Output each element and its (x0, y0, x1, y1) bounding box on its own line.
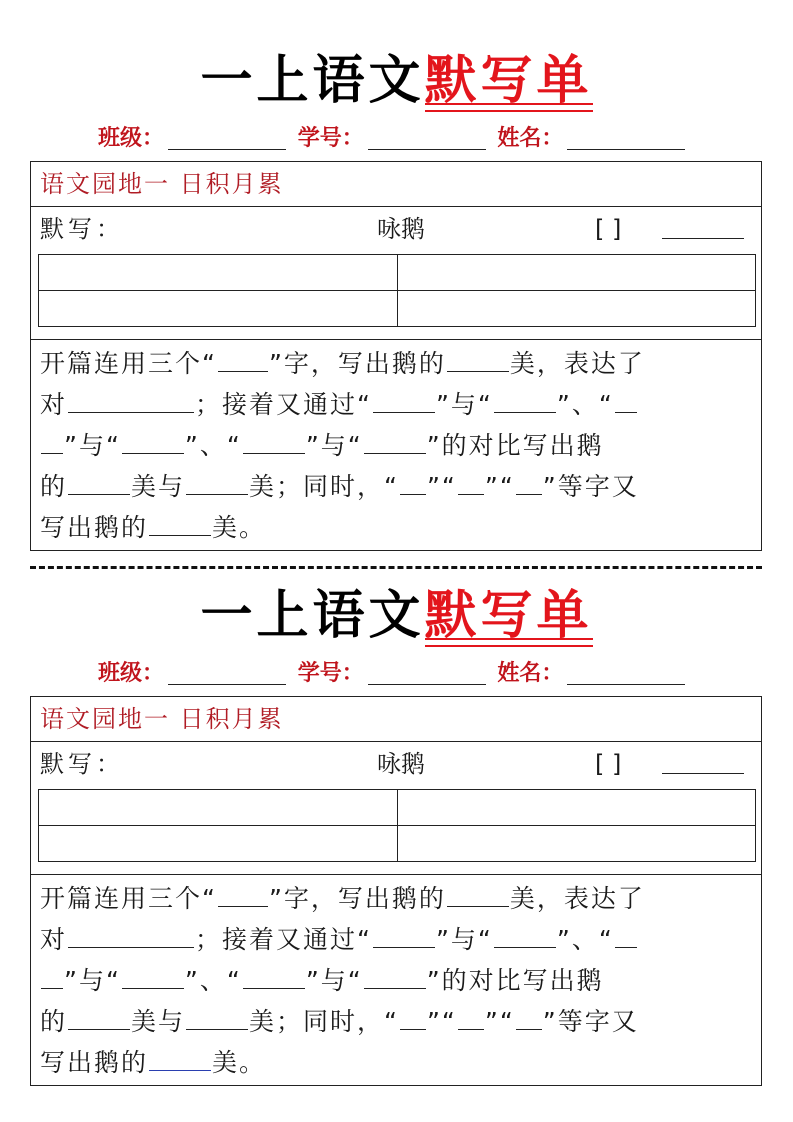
text-segment: ”字，写出鹅的 (268, 349, 446, 378)
name-label: 姓名： (497, 661, 564, 686)
text-segment: ”的对比写出鹅 (426, 966, 604, 995)
para-line (40, 466, 758, 507)
blank[interactable] (149, 1042, 211, 1071)
class-label: 班级： (98, 126, 165, 151)
text-segment: ”、“ (556, 925, 614, 954)
cut-line (30, 566, 762, 569)
text-segment: 美；同时，“ (249, 1007, 399, 1036)
blank[interactable] (122, 425, 184, 454)
blank[interactable] (41, 425, 63, 454)
blank[interactable] (615, 384, 637, 413)
class-label: 班级： (98, 661, 165, 686)
blank[interactable] (373, 384, 435, 413)
blank[interactable] (447, 343, 509, 372)
worksheet-title (0, 46, 793, 116)
grid-divider-v (397, 790, 398, 861)
text-segment: ”与“ (435, 390, 493, 419)
poem-title: 咏鹅 (377, 215, 425, 243)
author-bracket: [ ] (595, 215, 622, 243)
text-segment: 一上语文 (200, 50, 425, 111)
para-line (40, 1001, 758, 1042)
para-line (40, 507, 758, 548)
blank[interactable] (364, 960, 426, 989)
class-field[interactable] (168, 664, 286, 685)
writing-grid[interactable] (38, 789, 756, 862)
blank[interactable] (364, 425, 426, 454)
blank[interactable] (494, 384, 556, 413)
text-segment: ”、“ (184, 966, 242, 995)
text-segment: 美，表达了 (509, 349, 645, 378)
student-info-row (98, 122, 689, 156)
blank[interactable] (186, 1001, 248, 1030)
blank[interactable] (400, 1001, 426, 1030)
student-info-row (98, 657, 689, 691)
text-segment: 美；同时，“ (249, 472, 399, 501)
author-bracket: [ ] (595, 750, 622, 778)
para-line (40, 1042, 758, 1083)
text-segment: 美。 (212, 1048, 267, 1077)
divider (31, 874, 761, 875)
text-segment: 开篇连用三个“ (40, 884, 217, 913)
para-line (40, 960, 758, 1001)
name-field[interactable] (567, 129, 685, 150)
text-segment: 对 (40, 390, 68, 419)
text-segment: ”等字又 (542, 472, 639, 501)
blank[interactable] (373, 919, 435, 948)
blank[interactable] (243, 425, 305, 454)
text-segment: ”“ (426, 472, 457, 501)
para-line (40, 384, 758, 425)
text-segment: 写出鹅的 (40, 513, 149, 542)
exercise-box (30, 696, 762, 1086)
text-segment: 写出鹅的 (40, 1048, 149, 1077)
dictation-label: 默写： (40, 215, 124, 243)
worksheet-bottom (0, 579, 793, 1109)
blank[interactable] (41, 960, 63, 989)
text-segment: 的 (40, 472, 68, 501)
dictation-row (31, 207, 761, 251)
name-field[interactable] (567, 664, 685, 685)
blank[interactable] (516, 1001, 542, 1030)
name-label: 姓名： (497, 126, 564, 151)
text-segment: ”与“ (305, 966, 363, 995)
text-segment: ”的对比写出鹅 (426, 431, 604, 460)
title-highlight: 默写单 (425, 581, 593, 651)
text-segment: 的 (40, 1007, 68, 1036)
text-segment: 开篇连用三个“ (40, 349, 217, 378)
blank[interactable] (218, 878, 268, 907)
fill-in-paragraph (40, 878, 758, 1083)
para-line (40, 878, 758, 919)
text-segment: 美与 (131, 472, 186, 501)
number-label: 学号： (297, 126, 364, 151)
blank[interactable] (494, 919, 556, 948)
text-segment: ”与“ (305, 431, 363, 460)
text-segment: 美，表达了 (509, 884, 645, 913)
text-segment: 对 (40, 925, 68, 954)
text-segment: ；接着又通过“ (195, 390, 372, 419)
author-field[interactable] (662, 742, 744, 774)
blank[interactable] (615, 919, 637, 948)
text-segment: ”与“ (64, 966, 121, 995)
exercise-box (30, 161, 762, 551)
para-line (40, 425, 758, 466)
para-line (40, 919, 758, 960)
number-field[interactable] (368, 129, 486, 150)
text-segment: ”与“ (64, 431, 121, 460)
text-segment: 一上语文 (200, 585, 425, 646)
class-field[interactable] (168, 129, 286, 150)
blank[interactable] (458, 1001, 484, 1030)
blank[interactable] (218, 343, 268, 372)
text-segment: ”字，写出鹅的 (268, 884, 446, 913)
blank[interactable] (458, 466, 484, 495)
blank[interactable] (68, 384, 194, 413)
grid-divider-v (397, 255, 398, 326)
text-segment: 美与 (131, 1007, 186, 1036)
text-segment: ；接着又通过“ (195, 925, 372, 954)
blank[interactable] (243, 960, 305, 989)
text-segment: ”、“ (556, 390, 614, 419)
number-field[interactable] (368, 664, 486, 685)
para-line (40, 343, 758, 384)
text-segment: ”等字又 (542, 1007, 639, 1036)
blank[interactable] (516, 466, 542, 495)
blank[interactable] (122, 960, 184, 989)
text-segment: 美。 (212, 513, 267, 542)
author-field[interactable] (662, 207, 744, 239)
text-segment: ”与“ (435, 925, 493, 954)
blank[interactable] (400, 466, 426, 495)
dictation-label: 默写： (40, 750, 124, 778)
number-label: 学号： (297, 661, 364, 686)
blank[interactable] (447, 878, 509, 907)
blank[interactable] (68, 1001, 130, 1030)
blank[interactable] (68, 466, 130, 495)
divider (31, 339, 761, 340)
worksheet-top (0, 44, 793, 574)
text-segment: ”、“ (184, 431, 242, 460)
blank[interactable] (68, 919, 194, 948)
poem-title: 咏鹅 (377, 750, 425, 778)
blank[interactable] (149, 507, 211, 536)
section-heading: 语文园地一 日积月累 (31, 697, 761, 742)
text-segment: ”“ (484, 472, 515, 501)
section-heading: 语文园地一 日积月累 (31, 162, 761, 207)
worksheet-title (0, 581, 793, 651)
writing-grid[interactable] (38, 254, 756, 327)
fill-in-paragraph (40, 343, 758, 548)
title-highlight: 默写单 (425, 46, 593, 116)
blank[interactable] (186, 466, 248, 495)
text-segment: ”“ (426, 1007, 457, 1036)
dictation-row (31, 742, 761, 786)
text-segment: ”“ (484, 1007, 515, 1036)
